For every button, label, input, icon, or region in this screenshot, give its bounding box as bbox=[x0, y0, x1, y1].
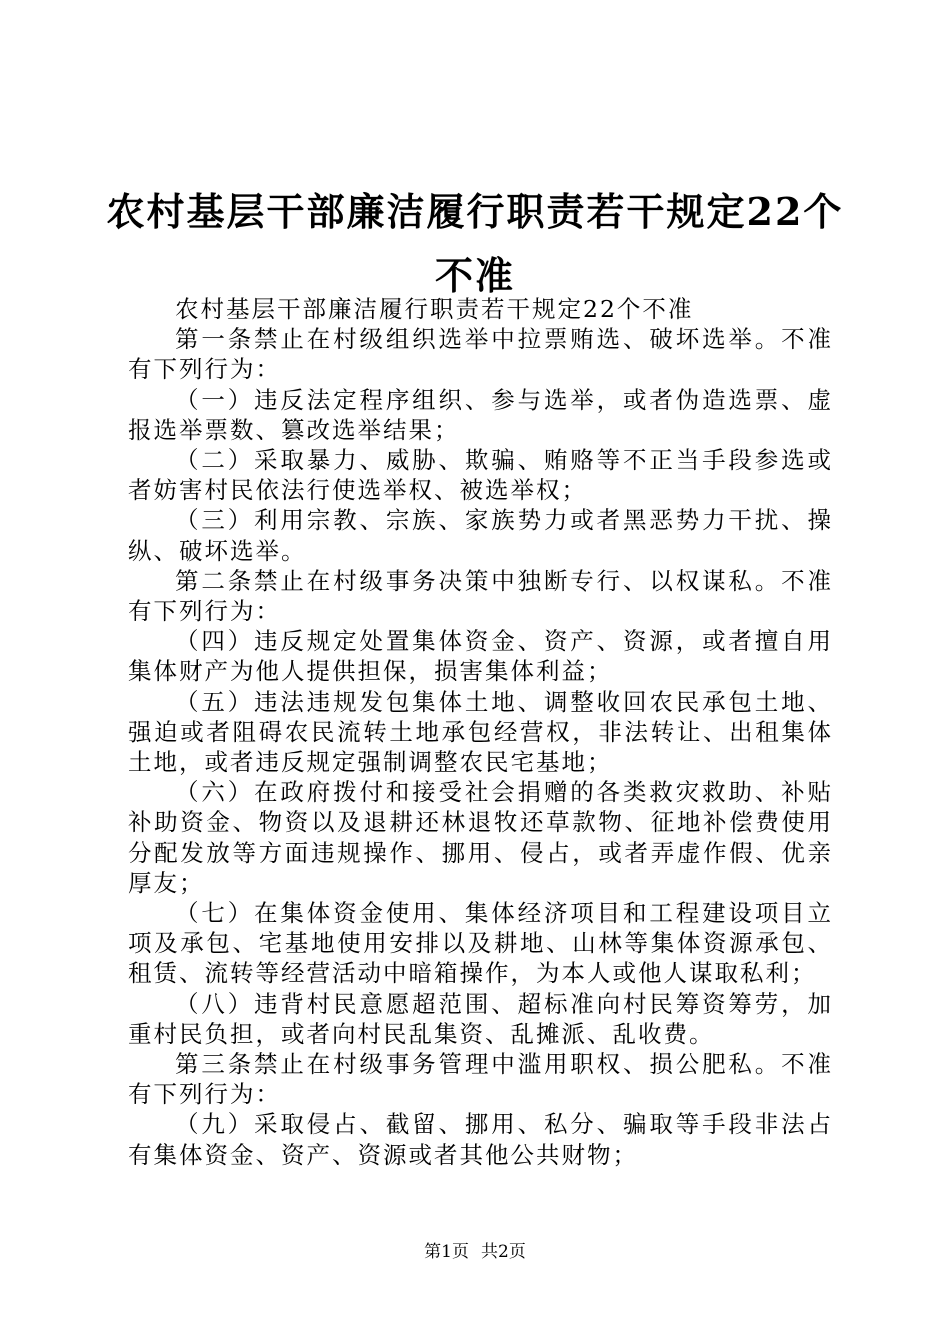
body-paragraph: （八）违背村民意愿超范围、超标准向村民筹资筹劳，加重村民负担，或者向村民乱集资、乱摊派、乱收费。 bbox=[128, 989, 833, 1048]
body-paragraph: （七）在集体资金使用、集体经济项目和工程建设项目立项及承包、宅基地使用安排以及耕地、山林等集体资源承包、租赁、流转等经营活动中暗箱操作，为本人或他人谋取私利； bbox=[128, 899, 833, 988]
page-footer bbox=[0, 1240, 950, 1264]
body-paragraph: （五）违法违规发包集体土地、调整收回农民承包土地、强迫或者阻碍农民流转土地承包经营权，非法转让、出租集体土地，或者违反规定强制调整农民宅基地； bbox=[128, 687, 833, 777]
page-total: 共2页 bbox=[481, 1242, 526, 1262]
page-number: 第1页 bbox=[424, 1242, 469, 1262]
body-paragraph: （三）利用宗教、宗族、家族势力或者黑恶势力干扰、操纵、破坏选举。 bbox=[128, 506, 833, 565]
body-paragraph: （一）违反法定程序组织、参与选举，或者伪造选票、虚报选举票数、篡改选举结果； bbox=[128, 385, 833, 444]
document-body bbox=[128, 294, 833, 1170]
body-paragraph: 第一条禁止在村级组织选举中拉票贿选、破坏选举。不准有下列行为： bbox=[128, 325, 833, 384]
body-paragraph: （六）在政府拨付和接受社会捐赠的各类救灾救助、补贴补助资金、物资以及退耕还林退牧还草款物、征地补偿费使用分配发放等方面违规操作、挪用、侵占，或者弄虚作假、优亲厚友； bbox=[128, 778, 833, 897]
body-paragraph: （九）采取侵占、截留、挪用、私分、骗取等手段非法占有集体资金、资产、资源或者其他公共财物； bbox=[128, 1110, 833, 1169]
body-paragraph: （二）采取暴力、威胁、欺骗、贿赂等不正当手段参选或者妨害村民依法行使选举权、被选举权； bbox=[128, 446, 833, 505]
body-paragraph: 第三条禁止在村级事务管理中滥用职权、损公肥私。不准有下列行为： bbox=[128, 1050, 833, 1109]
body-paragraph: 农村基层干部廉洁履行职责若干规定22个不准 bbox=[175, 295, 694, 323]
body-paragraph: （四）违反规定处置集体资金、资产、资源，或者擅自用集体财产为他人提供担保，损害集体利益； bbox=[128, 627, 833, 686]
body-paragraph: 第二条禁止在村级事务决策中独断专行、以权谋私。不准有下列行为： bbox=[128, 566, 833, 626]
document-title: 农村基层干部廉洁履行职责若干规定22个不准 bbox=[106, 189, 844, 298]
